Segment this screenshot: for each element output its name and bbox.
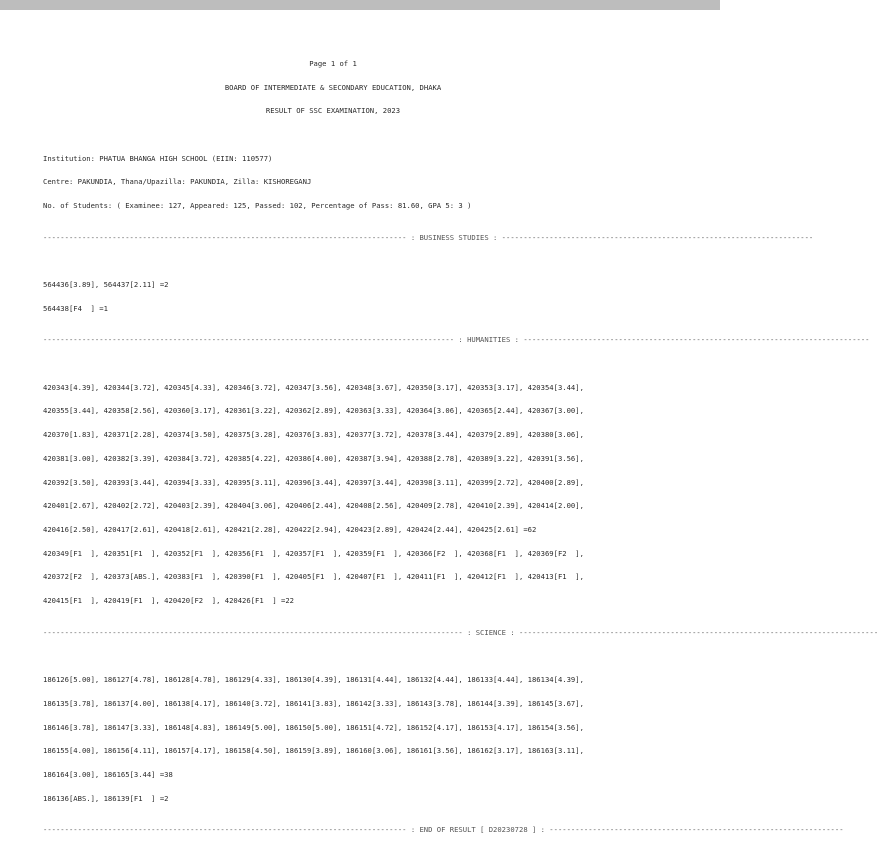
result-line: 420401[2.67], 420402[2.72], 420403[2.39], 420404[3.06], 420406[2.44], 420408[2.56], 420409[2.78], 420410[2.39], 420414[2.00], — [43, 501, 584, 511]
result-line: 420381[3.00], 420382[3.39], 420384[3.72], 420385[4.22], 420386[4.00], 420387[3.94], 420388[2.78], 420389[3.22], 420391[3.56], — [43, 453, 584, 463]
end-of-result: ------------------------------------------------------------------------------------ : END OF RESULT [ D20230728 ] : -------------------------------------------------------------------- — [43, 825, 844, 835]
business-separator: ------------------------------------------------------------------------------------ : BUSINESS STUDIES : ------------------------------------------------------------------------ — [43, 232, 814, 242]
result-line: 186136[ABS.], 186139[F1 ] =2 — [43, 793, 169, 803]
result-title: RESULT OF SSC EXAMINATION, 2023 — [265, 106, 401, 116]
result-line: 420349[F1 ], 420351[F1 ], 420352[F1 ], 420356[F1 ], 420357[F1 ], 420359[F1 ], 420366[F2 ], 420368[F1 ], 420369[F2 ], — [43, 548, 584, 558]
science-separator: ------------------------------------------------------------------------------------------------- : SCIENCE : ----------------------------------------------------------------------------------- — [43, 627, 878, 637]
result-line: 186135[3.78], 186137[4.00], 186138[4.17], 186140[3.72], 186141[3.83], 186142[3.33], 186143[3.78], 186144[3.39], 186145[3.67], — [43, 698, 584, 708]
result-line: 186164[3.00], 186165[3.44] =38 — [43, 769, 173, 779]
institution-line: Institution: PHATUA BHANGA HIGH SCHOOL (EIIN: 110577) — [43, 153, 273, 163]
students-line: No. of Students: ( Examinee: 127, Appeared: 125, Passed: 102, Percentage of Pass: 81.60, GPA 5: 3 ) — [43, 201, 472, 211]
result-line: 420355[3.44], 420358[2.56], 420360[3.17], 420361[3.22], 420362[2.89], 420363[3.33], 420364[3.06], 420365[2.44], 420367[3.00], — [43, 406, 584, 416]
page-indicator: Page 1 of 1 — [309, 58, 357, 68]
humanities-separator: ----------------------------------------------------------------------------------------------- : HUMANITIES : -------------------------------------------------------------------------------- — [43, 335, 870, 345]
board-title: BOARD OF INTERMEDIATE & SECONDARY EDUCATION, DHAKA — [224, 82, 442, 92]
result-document — [43, 44, 878, 842]
result-line: 420370[1.83], 420371[2.28], 420374[3.50], 420375[3.28], 420376[3.83], 420377[3.72], 420378[3.44], 420379[2.89], 420380[3.06], — [43, 430, 584, 440]
result-line: 186126[5.00], 186127[4.78], 186128[4.78], 186129[4.33], 186130[4.39], 186131[4.44], 186132[4.44], 186133[4.44], 186134[4.39], — [43, 675, 584, 685]
top-scrollbar — [0, 0, 720, 10]
centre-line: Centre: PAKUNDIA, Thana/Upazilla: PAKUNDIA, Zilla: KISHOREGANJ — [43, 177, 312, 187]
result-line: 420343[4.39], 420344[3.72], 420345[4.33], 420346[3.72], 420347[3.56], 420348[3.67], 420350[3.17], 420353[3.17], 420354[3.44], — [43, 382, 584, 392]
result-line: 420372[F2 ], 420373[ABS.], 420383[F1 ], 420390[F1 ], 420405[F1 ], 420407[F1 ], 420411[F1 ], 420412[F1 ], 420413[F1 ], — [43, 572, 584, 582]
result-line: 186155[4.00], 186156[4.11], 186157[4.17], 186158[4.50], 186159[3.89], 186160[3.06], 186161[3.56], 186162[3.17], 186163[3.11], — [43, 746, 584, 756]
result-line: 186146[3.78], 186147[3.33], 186148[4.83], 186149[5.00], 186150[5.00], 186151[4.72], 186152[4.17], 186153[4.17], 186154[3.56], — [43, 722, 584, 732]
result-line: 420392[3.50], 420393[3.44], 420394[3.33], 420395[3.11], 420396[3.44], 420397[3.44], 420398[3.11], 420399[2.72], 420400[2.89], — [43, 477, 584, 487]
result-line: 420415[F1 ], 420419[F1 ], 420420[F2 ], 420426[F1 ] =22 — [43, 596, 294, 606]
result-line: 564436[3.89], 564437[2.11] =2 — [43, 280, 169, 290]
result-line: 420416[2.50], 420417[2.61], 420418[2.61], 420421[2.28], 420422[2.94], 420423[2.89], 420424[2.44], 420425[2.61] =62 — [43, 524, 537, 534]
result-line: 564438[F4 ] =1 — [43, 303, 108, 313]
